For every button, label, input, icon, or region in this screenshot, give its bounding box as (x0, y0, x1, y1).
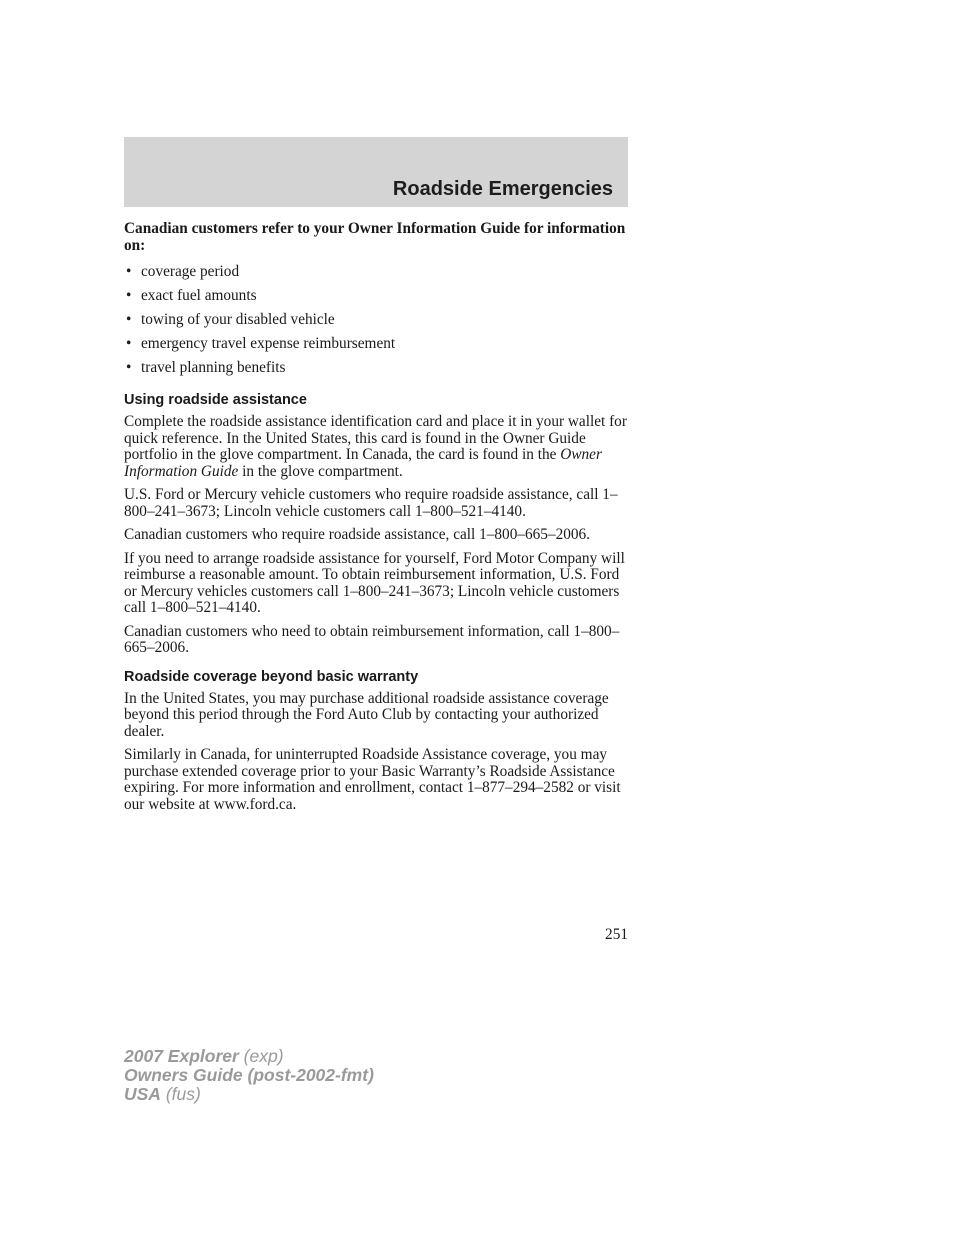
list-item (124, 356, 634, 380)
paragraph-reimbursement: If you need to arrange roadside assistance for yourself, Ford Motor Company will reimburse a reasonable amount. To obtain reimbursement information, U.S. Ford or Mercury vehicles customers call 1–800–241–3673; Lincoln vehicle customers call 1–800–521–4140. (124, 549, 625, 616)
footer-guide-name: Owners Guide (post-2002-fmt) (124, 1065, 374, 1085)
main-content (124, 221, 634, 820)
footer-region-code: (fus) (160, 1084, 201, 1104)
page-title: Roadside Emergencies (392, 178, 613, 200)
footer-line-guide (124, 1066, 374, 1085)
paragraph-canada-phone: Canadian customers who require roadside assistance, call 1–800–665–2006. (124, 526, 591, 543)
footer-model-code: (exp) (238, 1046, 284, 1066)
footer-region-name: USA (124, 1084, 161, 1104)
bullet-icon: • (126, 335, 132, 352)
intro-text: Canadian customers refer to your Owner Information Guide for information on: (124, 220, 626, 254)
list-item-text: exact fuel amounts (141, 287, 257, 304)
header-band (124, 137, 628, 207)
document-footer (124, 1047, 374, 1104)
paragraph-us-coverage: In the United States, you may purchase additional roadside assistance coverage beyond this period through the Ford Auto Club by contacting your authorized dealer. (124, 689, 609, 740)
list-item-text: towing of your disabled vehicle (141, 311, 335, 328)
bullet-icon: • (126, 263, 132, 280)
page-number: 251 (605, 926, 628, 943)
list-item-text: travel planning benefits (141, 359, 286, 376)
list-item (124, 260, 634, 284)
info-list (124, 260, 634, 380)
paragraph-text: in the glove compartment. (238, 462, 403, 480)
paragraph-id-card (124, 414, 634, 480)
bullet-icon: • (126, 311, 132, 328)
list-item-text: emergency travel expense reimbursement (141, 335, 396, 352)
list-item (124, 284, 634, 308)
footer-line-model (124, 1047, 374, 1066)
paragraph-text: Complete the roadside assistance identification card and place it in your wallet for quick reference. In the United States, this card is found in the Owner Guide portfolio in the glove compartment. In Canada, the card is found in the (124, 413, 627, 463)
bullet-icon: • (126, 359, 132, 376)
bullet-icon: • (126, 287, 132, 304)
list-item (124, 332, 634, 356)
footer-line-region (124, 1085, 374, 1104)
list-item-text: coverage period (141, 263, 240, 280)
owner-guide-title: Owner Information Guide (124, 446, 602, 480)
paragraph-canada-reimbursement: Canadian customers who need to obtain reimbursement information, call 1–800–665–2006. (124, 622, 620, 656)
list-item (124, 308, 634, 332)
paragraph-us-phone: U.S. Ford or Mercury vehicle customers who require roadside assistance, call 1–800–241–3673; Lincoln vehicle customers call 1–800–521–4140. (124, 486, 618, 520)
paragraph-canada-coverage: Similarly in Canada, for uninterrupted Roadside Assistance coverage, you may purchase extended coverage prior to your Basic Warranty’s Roadside Assistance expiring. For more information and enrollment, contact 1–877–294–2582 or visit our website at www.ford.ca. (124, 746, 621, 813)
footer-model-name: 2007 Explorer (124, 1046, 239, 1066)
section-heading-coverage-beyond-warranty: Roadside coverage beyond basic warranty (124, 668, 419, 685)
section-heading-using-roadside-assistance: Using roadside assistance (124, 392, 307, 408)
